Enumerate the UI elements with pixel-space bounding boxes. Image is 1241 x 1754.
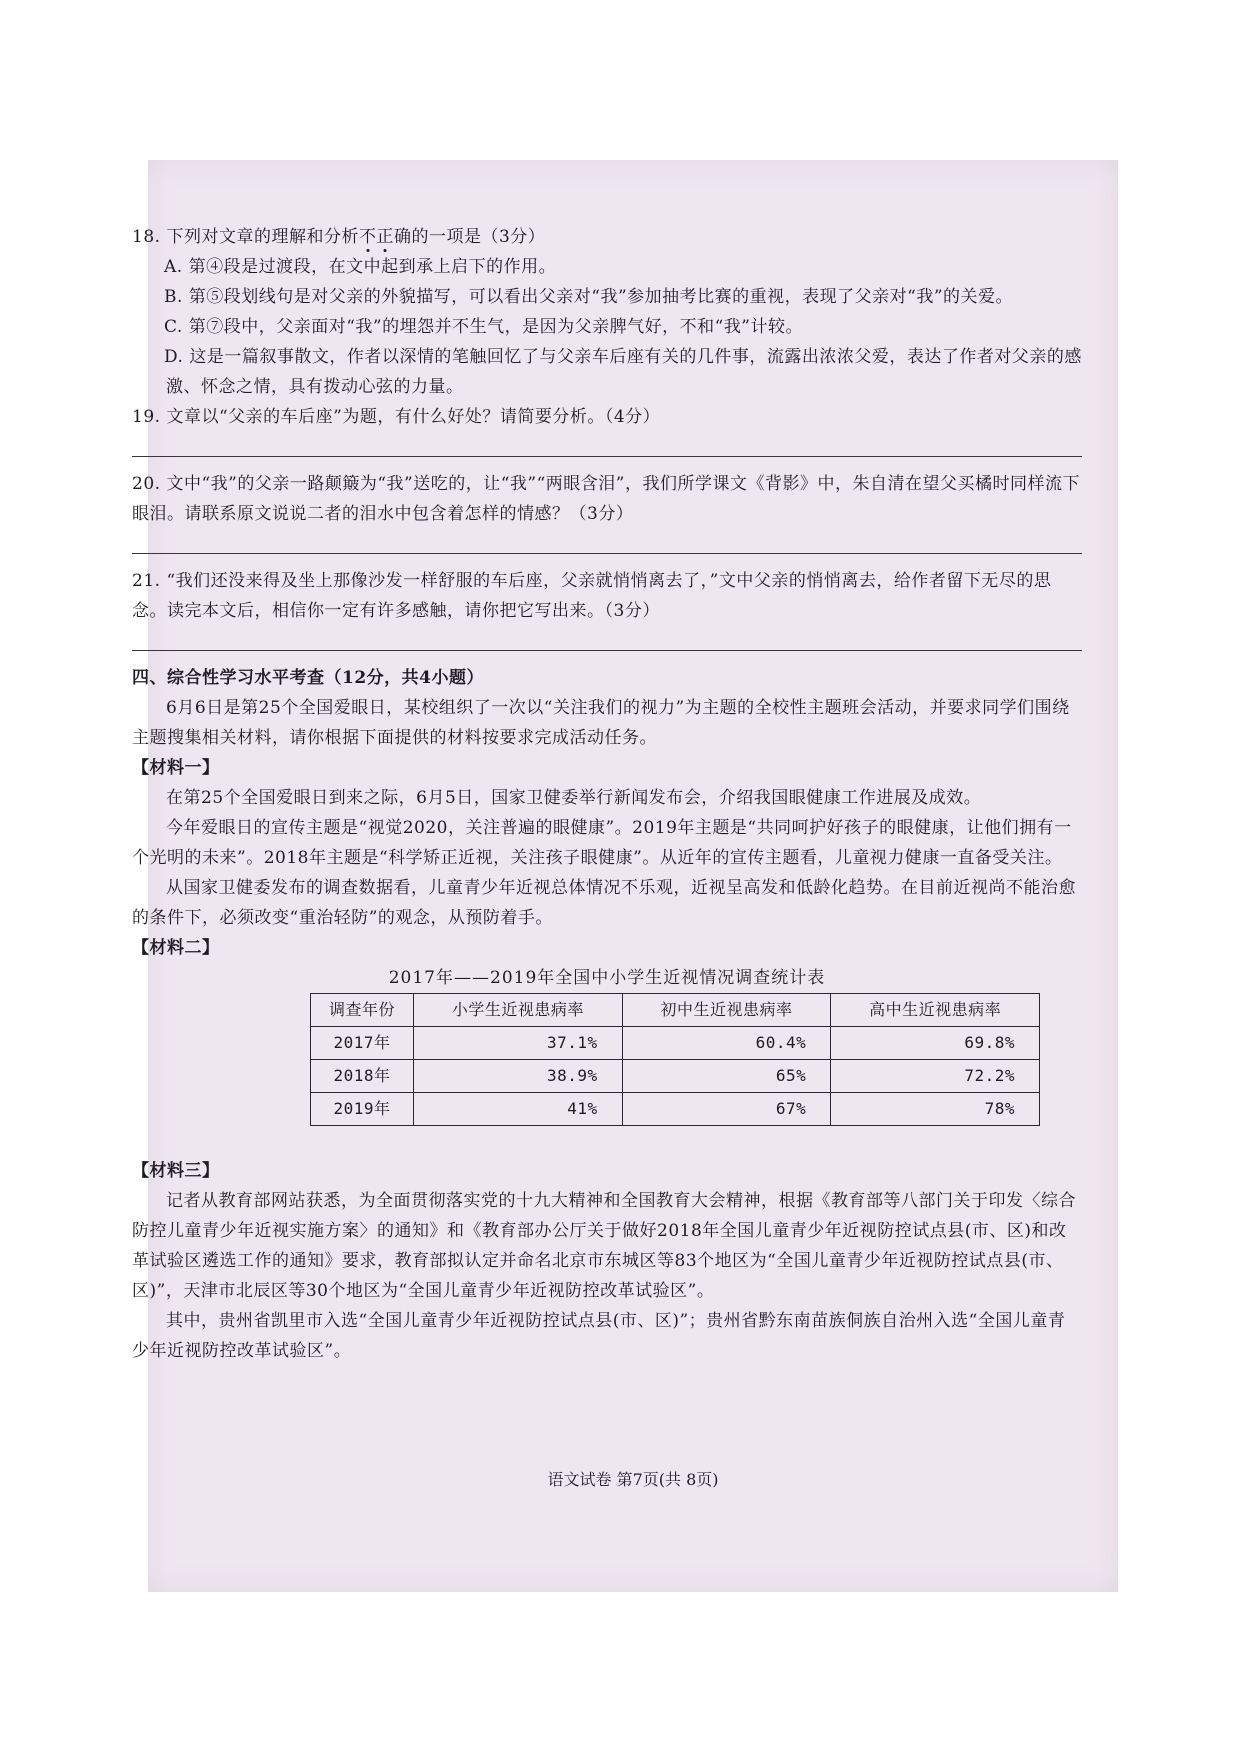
q18-option-c: C. 第⑦段中，父亲面对“我”的埋怨并不生气，是因为父亲脾气好，不和“我”计较。 — [164, 317, 803, 337]
q21-answer-line[interactable] — [132, 636, 1082, 651]
table-cell: 78% — [831, 1093, 1040, 1126]
q19-answer-line[interactable] — [132, 442, 1082, 457]
table-header-cell: 高中生近视患病率 — [831, 994, 1040, 1027]
table-cell-year: 2018年 — [311, 1060, 414, 1093]
q18-emphasis-char-2: 正 — [376, 227, 394, 247]
page-footer: 语文试卷 第7页(共 8页) — [547, 1470, 719, 1489]
table-header-cell: 调查年份 — [311, 994, 414, 1027]
question-18-stem — [132, 222, 1082, 252]
table-cell: 69.8% — [831, 1027, 1040, 1060]
material-3-label: 【材料三】 — [132, 1161, 220, 1181]
section-4-title: 四、综合性学习水平考查（12分，共4小题） — [132, 668, 484, 688]
material-1-paragraph: 在第25个全国爱眼日到来之际，6月5日，国家卫健委举行新闻发布会，介绍我国眼健康工作进展及成效。 — [166, 788, 982, 808]
q18-stem-post: 确的一项是（3分） — [393, 227, 546, 247]
material-1-paragraph: 从国家卫健委发布的调查数据看，儿童青少年近视总体情况不乐观，近视呈高发和低龄化趋势。在目前近视尚不能治愈的条件下，必须改变“重治轻防”的观念，从预防着手。 — [132, 878, 1076, 928]
material-1-label: 【材料一】 — [132, 758, 220, 778]
table-cell: 65% — [622, 1060, 831, 1093]
material-3-paragraph: 记者从教育部网站获悉，为全面贯彻落实党的十九大精神和全国教育大会精神，根据《教育部等八部门关于印发〈综合防控儿童青少年近视实施方案〉的通知》和《教育部办公厅关于做好2018年全国儿童青少年近视防控试点县(市、区)和改革试验区遴选工作的通知》要求，教育部拟认定并命名北京市东城区等83个地区为“全国儿童青少年近视防控试点县(市、区)”，天津市北辰区等30个地区为“全国儿童青少年近视防控改革试验区”。 — [132, 1191, 1076, 1301]
myopia-stats-table — [310, 993, 1040, 1126]
material-1-paragraph: 今年爱眼日的宣传主题是“视觉2020，关注普遍的眼健康”。2019年主题是“共同呵护好孩子的眼健康，让他们拥有一个光明的未来”。2018年主题是“科学矫正近视，关注孩子眼健康”。从近年的宣传主题看，儿童视力健康一直备受关注。 — [132, 818, 1072, 868]
table-header-row — [311, 994, 1040, 1027]
q18-option-d: D. 这是一篇叙事散文，作者以深情的笔触回忆了与父亲车后座有关的几件事，流露出浓浓父爱，表达了作者对父亲的感激、怀念之情，具有拨动心弦的力量。 — [164, 347, 1082, 397]
table-row — [311, 1027, 1040, 1060]
exam-page-content — [132, 222, 1082, 1366]
q18-option-a: A. 第④段是过渡段，在文中起到承上启下的作用。 — [164, 257, 557, 277]
table-cell: 41% — [414, 1093, 623, 1126]
q20-answer-line[interactable] — [132, 539, 1082, 554]
q18-option-b: B. 第⑤段划线句是对父亲的外貌描写，可以看出父亲对“我”参加抽考比赛的重视，表现了父亲对“我”的关爱。 — [164, 287, 1014, 307]
question-21: 21. “我们还没来得及坐上那像沙发一样舒服的车后座，父亲就悄悄离去了，”文中父亲的悄悄离去，给作者留下无尽的思念。读完本文后，相信你一定有许多感触，请你把它写出来。（3分） — [132, 571, 1052, 621]
table-header-cell: 初中生近视患病率 — [622, 994, 831, 1027]
table-cell: 67% — [622, 1093, 831, 1126]
q18-emphasis-char-1: 不 — [358, 227, 377, 247]
material-3-paragraph: 其中，贵州省凯里市入选“全国儿童青少年近视防控试点县(市、区)”；贵州省黔东南苗族侗族自治州入选“全国儿童青少年近视防控改革试验区”。 — [132, 1311, 1066, 1361]
section-4-intro: 6月6日是第25个全国爱眼日，某校组织了一次以“关注我们的视力”为主题的全校性主题班会活动，并要求同学们围绕主题搜集相关材料，请你根据下面提供的材料按要求完成活动任务。 — [132, 698, 1070, 748]
table-cell-year: 2019年 — [311, 1093, 414, 1126]
q18-stem-pre: 18. 下列对文章的理解和分析 — [132, 227, 359, 247]
table-cell-year: 2017年 — [311, 1027, 414, 1060]
material-2-label: 【材料二】 — [132, 938, 220, 958]
question-20: 20. 文中“我”的父亲一路颠簸为“我”送吃的，让“我”“两眼含泪”，我们所学课文《背影》中，朱自清在望父买橘时同样流下眼泪。请联系原文说说二者的泪水中包含着怎样的情感？（3分） — [132, 474, 1080, 524]
table-cell: 72.2% — [831, 1060, 1040, 1093]
question-19: 19. 文章以“父亲的车后座”为题，有什么好处？请简要分析。（4分） — [132, 407, 661, 427]
table-title: 2017年——2019年全国中小学生近视情况调查统计表 — [388, 968, 826, 988]
table-cell: 37.1% — [414, 1027, 623, 1060]
table-row — [311, 1093, 1040, 1126]
table-cell: 60.4% — [622, 1027, 831, 1060]
table-header-cell: 小学生近视患病率 — [414, 994, 623, 1027]
table-row — [311, 1060, 1040, 1093]
table-cell: 38.9% — [414, 1060, 623, 1093]
